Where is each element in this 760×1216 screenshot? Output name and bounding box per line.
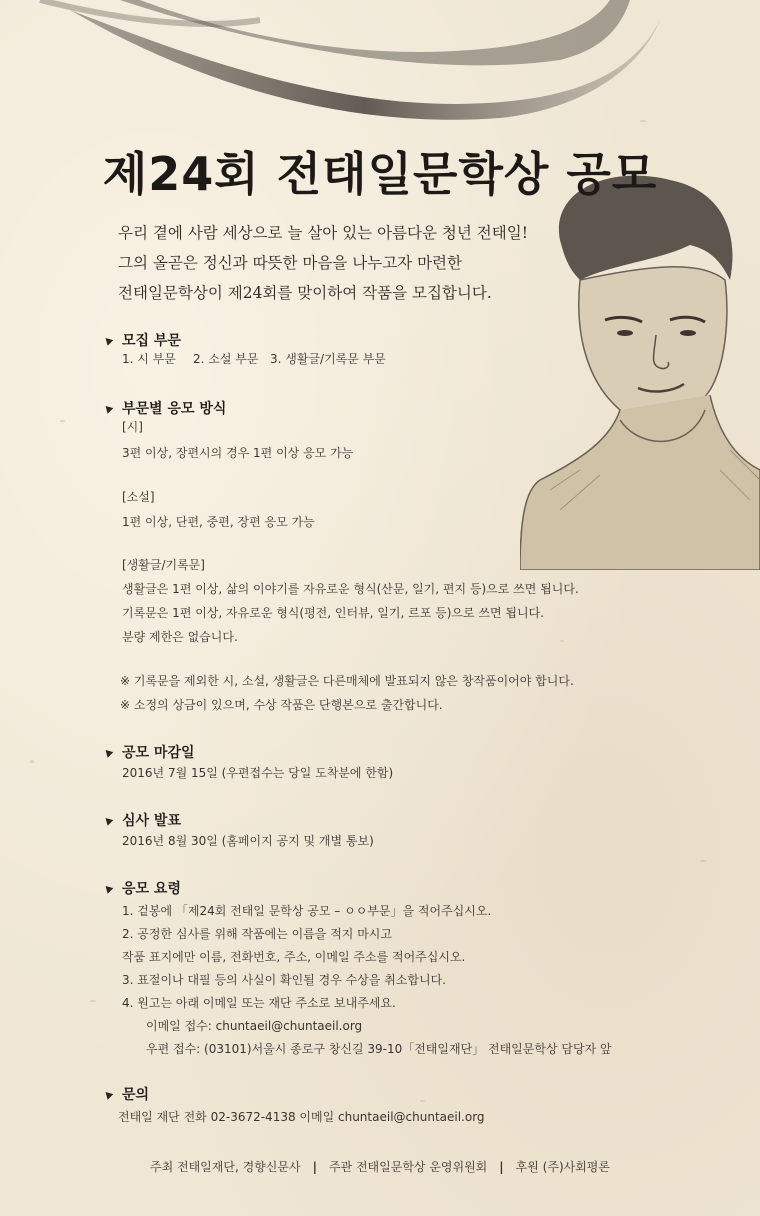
- paper-fleck: [700, 860, 707, 862]
- life-text: 생활글은 1편 이상, 삶의 이야기를 자유로운 형식(산문, 일기, 편지 등)으로 쓰면 됩니다.: [122, 582, 579, 596]
- section-contact: [104, 1084, 149, 1104]
- intro-line: 그의 올곧은 정신과 따뜻한 마음을 나누고자 마련한: [118, 254, 462, 272]
- deadline-text: 2016년 7월 15일 (우편접수는 당일 도착분에 한함): [122, 766, 394, 780]
- paper-fleck: [30, 760, 34, 763]
- footer-separator: |: [312, 1160, 317, 1174]
- method-note: ※ 소정의 상금이 있으며, 수상 작품은 단행본으로 출간합니다.: [120, 698, 443, 712]
- section-bullet-icon: [103, 747, 114, 758]
- section-heading: 심사 발표: [122, 813, 181, 829]
- guide-line: 2. 공정한 심사를 위해 작품에는 이름을 적지 마시고: [122, 927, 392, 941]
- poetry-text: 3편 이상, 장편시의 경우 1편 이상 응모 가능: [122, 446, 354, 460]
- category-item: 1. 시 부문: [122, 352, 176, 366]
- footer-separator: |: [499, 1160, 504, 1174]
- section-bullet-icon: [103, 815, 114, 826]
- announce-text: 2016년 8월 30일 (홈페이지 공지 및 개별 통보): [122, 834, 374, 848]
- section-deadline: [104, 742, 195, 762]
- life-text: 분량 제한은 없습니다.: [122, 630, 238, 644]
- section-bullet-icon: [103, 403, 114, 414]
- page-title: 제24회 전태일문학상 공모: [102, 147, 658, 201]
- method-note: ※ 기록문을 제외한 시, 소설, 생활글은 다른매체에 발표되지 않은 창작품이어야 합니다.: [120, 674, 574, 688]
- section-bullet-icon: [103, 883, 114, 894]
- portrait-sketch: [520, 170, 760, 570]
- section-heading: 응모 요령: [122, 881, 181, 897]
- contact-text: 전태일 재단 전화 02-3672-4138 이메일 chuntaeil@chuntaeil.org: [118, 1110, 485, 1124]
- life-label: [생활글/기록문]: [122, 558, 205, 572]
- paper-fleck: [420, 1100, 425, 1102]
- section-guide: [104, 878, 181, 898]
- section-heading: 문의: [122, 1087, 150, 1103]
- ink-brush-stroke: [0, 0, 760, 140]
- guide-line: 4. 원고는 아래 이메일 또는 재단 주소로 보내주세요.: [122, 996, 396, 1010]
- paper-fleck: [90, 1000, 96, 1002]
- section-method: [104, 398, 226, 418]
- category-item: 3. 생활글/기록문 부문: [270, 352, 386, 366]
- footer-organizer: 주관 전태일문학상 운영위원회: [328, 1160, 488, 1174]
- section-announce: [104, 810, 181, 830]
- novel-label: [소설]: [122, 490, 155, 504]
- section-heading: 공모 마감일: [122, 745, 195, 761]
- footer-credits: [0, 1158, 760, 1175]
- guide-line: 1. 겉봉에 「제24회 전태일 문학상 공모 – ㅇㅇ부문」을 적어주십시오.: [122, 904, 492, 918]
- poetry-label: [시]: [122, 420, 143, 434]
- category-item: 2. 소설 부문: [193, 352, 259, 366]
- novel-text: 1편 이상, 단편, 중편, 장편 응모 가능: [122, 515, 315, 529]
- section-heading: 부문별 응모 방식: [122, 401, 227, 417]
- guide-line: 3. 표절이나 대필 등의 사실이 확인될 경우 수상을 취소합니다.: [122, 973, 446, 987]
- paper-fleck: [60, 420, 65, 422]
- guide-postal: 우편 접수: (03101)서울시 종로구 창신길 39-10「전태일재단」 전태일문학상 담당자 앞: [146, 1042, 612, 1056]
- guide-line: 작품 표지에만 이름, 전화번호, 주소, 이메일 주소를 적어주십시오.: [122, 950, 466, 964]
- intro-paragraph: [118, 218, 538, 308]
- intro-line: 우리 곁에 사람 세상으로 늘 살아 있는 아름다운 청년 전태일!: [118, 224, 528, 242]
- life-text: 기록문은 1편 이상, 자유로운 형식(평전, 인터뷰, 일기, 르포 등)으로 쓰면 됩니다.: [122, 606, 544, 620]
- section-category: [104, 330, 181, 350]
- section-bullet-icon: [103, 335, 114, 346]
- intro-line: 전태일문학상이 제24회를 맞이하여 작품을 모집합니다.: [118, 284, 492, 302]
- paper-fleck: [560, 640, 564, 642]
- section-bullet-icon: [103, 1089, 114, 1100]
- footer-host: 주최 전태일재단, 경향신문사: [150, 1160, 301, 1174]
- footer-sponsor: 후원 (주)사회평론: [515, 1160, 610, 1174]
- section-heading: 모집 부문: [122, 333, 181, 349]
- guide-email: 이메일 접수: chuntaeil@chuntaeil.org: [146, 1019, 363, 1033]
